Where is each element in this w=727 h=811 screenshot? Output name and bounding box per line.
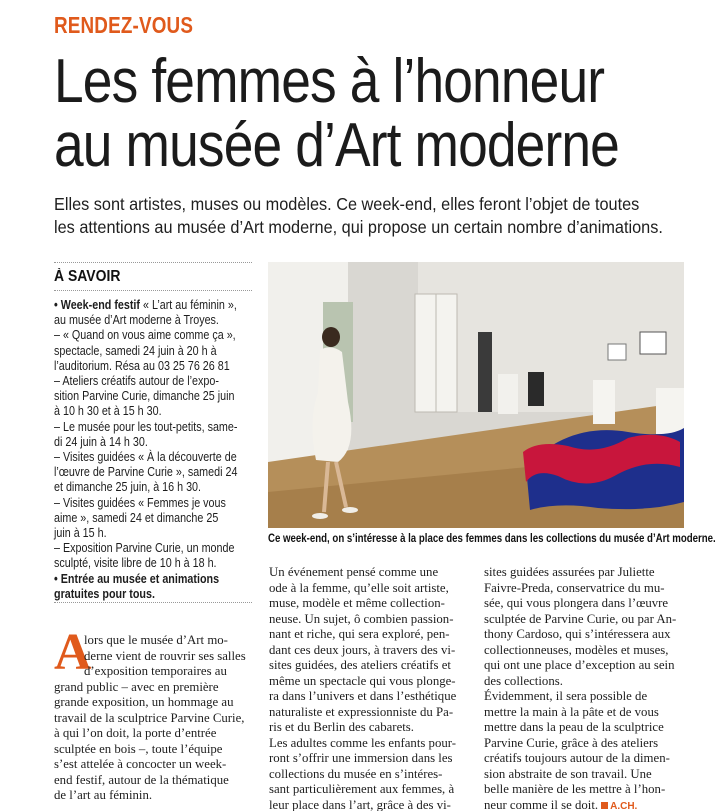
body-line: Les adultes comme les enfants pour- xyxy=(269,735,457,750)
a-savoir-line: di 24 juin à 14 h 30. xyxy=(54,434,148,449)
standfirst-line-2: les attentions au musée d’Art moderne, qui propose un certain nombre d’animations. xyxy=(54,217,663,237)
a-savoir-line: au musée d’Art moderne à Troyes. xyxy=(54,313,219,328)
a-savoir-line: gratuites pour tous. xyxy=(54,586,155,601)
body-line: Évidemment, il sera possible de xyxy=(484,689,648,703)
body-line: s’est attelée à concocter un week- xyxy=(54,757,227,771)
body-line: sites guidées, des ateliers créatifs et xyxy=(269,658,451,672)
body-line: de l’art au féminin. xyxy=(54,788,153,802)
a-savoir-line: sition Parvine Curie, dimanche 25 juin xyxy=(54,389,235,404)
author-signature: A.CH. xyxy=(610,800,638,811)
a-savoir-line: • Entrée au musée et animations xyxy=(54,571,220,586)
a-savoir-line: et dimanche 25 juin, à 16 h 30. xyxy=(54,480,202,495)
body-last-text: neur comme il se doit. xyxy=(484,797,599,811)
body-last-line xyxy=(484,798,684,811)
a-savoir-title: À SAVOIR xyxy=(54,268,121,285)
a-savoir-line: – Ateliers créatifs autour de l’expo- xyxy=(54,374,219,389)
body-column-3 xyxy=(484,565,684,811)
a-savoir-line: à 10 h 30 et à 15 h 30. xyxy=(54,404,162,419)
a-savoir-line: juin à 15 h. xyxy=(54,526,107,541)
body-line: nant et riche, qui sera exploré, pen- xyxy=(269,627,450,641)
body-line: neuse. Un sujet, ô combien passion- xyxy=(269,611,454,626)
divider xyxy=(54,262,252,263)
body-line: ront s’offrir une immersion dans les xyxy=(269,751,453,765)
body-line: leur place dans l’art, grâce à des vi- xyxy=(269,797,451,811)
body-line: ris et du Berlin des cabarets. xyxy=(269,720,414,734)
body-line: grande exposition, un hommage au xyxy=(54,695,234,709)
body-line: sculptée de Parvine Curie, ou par An- xyxy=(484,611,677,626)
end-square-icon xyxy=(601,802,608,809)
body-line: travail de la sculptrice Parvine Curie, xyxy=(54,710,245,725)
body-line: belle manière de les mettre à l’hon- xyxy=(484,782,666,796)
standfirst xyxy=(54,193,714,239)
body-line: collectionneuses, modèles et muses, xyxy=(484,642,669,657)
body-line: des collections. xyxy=(484,673,563,688)
body-line: même un spectacle qui vous plonge- xyxy=(269,673,456,688)
body-line: mettre la main à la pâte et de vous xyxy=(484,704,659,719)
a-savoir-line: aime », samedi 24 et dimanche 25 xyxy=(54,510,219,525)
body-line: lors que le musée d’Art mo- xyxy=(84,633,228,647)
body-column-2 xyxy=(269,565,469,811)
body-line: grand public – avec en première xyxy=(54,679,219,694)
a-savoir-line: • Week-end festif « L’art au féminin », xyxy=(54,298,237,312)
body-line: end festif, autour de la thématique xyxy=(54,772,229,787)
drop-cap: A xyxy=(54,624,92,681)
a-savoir-line: sculpté, visite libre de 10 h à 18 h. xyxy=(54,556,217,571)
a-savoir-line: – Le musée pour les tout-petits, same- xyxy=(54,419,238,434)
body-line: d’exposition temporaires au xyxy=(84,664,227,678)
body-line: derne vient de rouvrir ses salles xyxy=(84,648,246,663)
headline-line-1: Les femmes à l’honneur xyxy=(54,47,605,116)
a-savoir-line: – « Quand on vous aime comme ça », xyxy=(54,328,236,343)
body-line: thony Cardoso, qui s’intéressera aux xyxy=(484,627,671,641)
body-line: sant particulièrement aux femmes, à xyxy=(269,782,455,796)
body-line: ra dans l’univers et dans l’esthétique xyxy=(269,689,457,703)
body-line: qui ont une place d’exception au sein xyxy=(484,658,675,672)
a-savoir-line: – Visites guidées « À la découverte de xyxy=(54,450,237,465)
body-line: dant ces deux jours, à travers des vi- xyxy=(269,642,456,657)
body-line: sites guidées assurées par Juliette xyxy=(484,565,655,579)
article-photo xyxy=(268,262,684,528)
body-line: sée, qui vous plongera dans l’œuvre xyxy=(484,596,669,610)
body-line: muse, modèle et même collection- xyxy=(269,596,445,610)
body-column-1 xyxy=(54,624,249,804)
headline xyxy=(54,47,619,180)
a-savoir-line: spectacle, samedi 24 juin à 20 h à xyxy=(54,343,217,358)
body-line: naturaliste et expressionniste du Pa- xyxy=(269,704,454,719)
a-savoir-line: – Exposition Parvine Curie, un monde xyxy=(54,541,235,556)
body-line: Faivre-Preda, conservatrice du mu- xyxy=(484,580,665,595)
body-line: Un événement pensé comme une xyxy=(269,565,439,579)
a-savoir-line: – Visites guidées « Femmes je vous xyxy=(54,495,226,510)
body-line: collections du musée en s’intéres- xyxy=(269,766,443,781)
standfirst-line-1: Elles sont artistes, muses ou modèles. Ce week-end, elles feront l’objet de toutes xyxy=(54,194,640,214)
a-savoir-line: l’auditorium. Résa au 03 25 76 26 81 xyxy=(54,358,230,373)
divider xyxy=(54,602,252,603)
body-line: sculptée en bois –, toute l’équipe xyxy=(54,741,223,756)
photo-caption: Ce week-end, on s’intéresse à la place des femmes dans les collections du musée d’Art moderne. xyxy=(268,533,716,545)
a-savoir-list xyxy=(54,298,284,602)
body-line: à qui l’on doit, la porte d’entrée xyxy=(54,726,217,740)
body-line: mettre dans la peau de la sculptrice xyxy=(484,720,664,734)
body-line: créatifs toujours autour de la dimen- xyxy=(484,751,670,765)
headline-line-2: au musée d’Art moderne xyxy=(54,111,619,180)
divider xyxy=(54,290,252,291)
rubric-label: RENDEZ-VOUS xyxy=(54,12,194,38)
body-line: ode à la femme, qu’elle soit artiste, xyxy=(269,580,449,595)
a-savoir-line: l’œuvre de Parvine Curie », samedi 24 xyxy=(54,465,238,480)
body-line: Parvine Curie, grâce à des ateliers xyxy=(484,735,659,750)
body-line: sion abstraite de son travail. Une xyxy=(484,766,652,781)
